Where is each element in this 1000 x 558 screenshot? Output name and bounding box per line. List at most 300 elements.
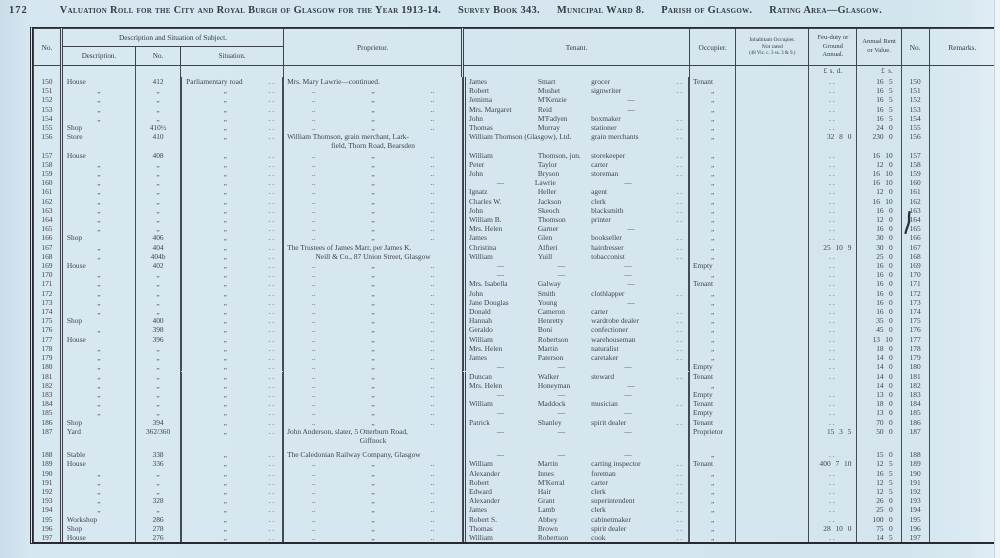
ditto-mark: .. — [311, 380, 316, 390]
cell-proprietor — [284, 243, 463, 252]
cell-situation — [181, 123, 283, 132]
cell-street-no: 400 — [135, 316, 180, 325]
cell-feu-duty: .. — [809, 252, 857, 261]
cell-entry-no-right: 161 — [901, 187, 929, 196]
tenant-forename: — — [496, 426, 505, 436]
cell-situation — [181, 298, 283, 307]
proprietor-line: William Thomson, grain merchant, Lark- — [287, 132, 409, 142]
header-occupier: Occupier. — [690, 29, 736, 66]
ditto-mark: .. — [430, 334, 435, 344]
ditto-mark: „ — [371, 86, 375, 96]
ditto-mark: „ — [371, 399, 375, 409]
ditto-dots: .. — [676, 468, 685, 478]
tenant-surname: Reid — [537, 104, 552, 114]
tenant-surname: Hair — [537, 486, 551, 496]
cell-remarks — [929, 524, 995, 533]
cell-description: „ — [61, 298, 135, 307]
cell-entry-no-right: 171 — [901, 279, 929, 288]
ditto-dots: .. — [268, 514, 277, 524]
table-row — [34, 289, 996, 298]
cell-entry-no: 177 — [34, 335, 62, 344]
cell-entry-no-right: 150 — [901, 77, 929, 86]
cell-annual-rent: 16 0 — [857, 261, 901, 270]
cell-tenant — [463, 95, 689, 104]
cell-situation — [181, 478, 283, 487]
cell-proprietor — [284, 270, 463, 279]
ditto-mark: „ — [371, 215, 375, 225]
cell-tenant — [463, 252, 689, 261]
table-row — [34, 178, 996, 187]
situation-text: „ — [223, 459, 227, 469]
ditto-mark: „ — [371, 104, 375, 114]
cell-remarks — [929, 487, 995, 496]
cell-annual-rent: 16 5 — [857, 86, 901, 95]
ditto-dots: .. — [268, 307, 277, 317]
cell-proprietor — [284, 344, 463, 353]
tenant-surname: Garner — [537, 224, 559, 234]
cell-remarks — [929, 298, 995, 307]
cell-occupier: Tenant — [690, 77, 736, 86]
cell-entry-no: 153 — [34, 105, 62, 114]
cell-situation — [181, 132, 283, 150]
ditto-mark: „ — [371, 159, 375, 169]
cell-entry-no-right: 178 — [901, 344, 929, 353]
cell-occupier: „ — [690, 533, 736, 542]
tenant-surname: Honeyman — [537, 380, 571, 390]
cell-inhabitant-occupier — [736, 418, 809, 427]
cell-entry-no-right: 162 — [901, 197, 929, 206]
cell-annual-rent: 12 0 — [857, 187, 901, 196]
ditto-dots: .. — [676, 159, 685, 169]
cell-entry-no-right: 177 — [901, 335, 929, 344]
ditto-mark: .. — [430, 496, 435, 506]
cell-entry-no-right: 172 — [901, 289, 929, 298]
ditto-mark: „ — [371, 233, 375, 243]
cell-situation — [181, 399, 283, 408]
cell-occupier: „ — [690, 160, 736, 169]
ditto-mark: „ — [371, 496, 375, 506]
cell-situation — [181, 515, 283, 524]
tenant-forename: John — [469, 205, 483, 215]
ditto-dots: .. — [676, 399, 685, 409]
cell-feu-duty: .. — [809, 445, 857, 459]
cell-annual-rent: 14 0 — [857, 353, 901, 362]
ditto-mark: „ — [371, 325, 375, 335]
table-row — [34, 325, 996, 334]
tenant-forename: Alexander — [469, 468, 500, 478]
cell-annual-rent: 35 0 — [857, 316, 901, 325]
cell-remarks — [929, 344, 995, 353]
tenant-occupation: clerk — [591, 505, 606, 515]
cell-inhabitant-occupier — [736, 224, 809, 233]
cell-inhabitant-occupier — [736, 289, 809, 298]
cell-tenant — [463, 86, 689, 95]
ditto-dots: .. — [268, 325, 277, 335]
ditto-dots: .. — [268, 261, 277, 271]
ditto-dots: .. — [676, 242, 685, 252]
cell-occupier: „ — [690, 496, 736, 505]
cell-inhabitant-occupier — [736, 362, 809, 371]
situation-text: „ — [223, 251, 227, 261]
ditto-mark: „ — [371, 343, 375, 353]
cell-occupier: Proprietor — [690, 427, 736, 445]
cell-tenant — [463, 206, 689, 215]
cell-occupier: Empty — [690, 261, 736, 270]
ditto-dots: .. — [676, 251, 685, 261]
tenant-forename: Thomas — [469, 523, 493, 533]
cell-street-no: „ — [135, 381, 180, 390]
cell-annual-rent: 16 0 — [857, 270, 901, 279]
ditto-dots: .. — [268, 251, 277, 261]
cell-street-no: „ — [135, 353, 180, 362]
cell-annual-rent: 70 0 — [857, 418, 901, 427]
ditto-dots: .. — [268, 159, 277, 169]
tenant-surname: Skeoch — [537, 205, 560, 215]
cell-proprietor — [284, 151, 463, 160]
proprietor-ditto — [284, 187, 462, 196]
cell-proprietor — [284, 86, 463, 95]
tenant-occupation: — — [624, 270, 632, 280]
cell-feu-duty: .. — [809, 289, 857, 298]
cell-situation — [181, 224, 283, 233]
cell-remarks — [929, 469, 995, 478]
ditto-mark: „ — [371, 353, 375, 363]
ditto-mark: .. — [311, 417, 316, 427]
situation-text: „ — [223, 334, 227, 344]
cell-description: Shop — [61, 524, 135, 533]
cell-street-no: „ — [135, 215, 180, 224]
tenant-forename: Alexander — [469, 496, 500, 506]
cell-street-no: 410½ — [135, 123, 180, 132]
tenant-surname: — — [557, 261, 566, 271]
header-inhabitant-line3: (48 Vic. c. 3 ss. 3 & 9.) — [749, 50, 796, 56]
cell-occupier: „ — [690, 524, 736, 533]
ditto-mark: .. — [430, 325, 435, 335]
cell-feu-duty: .. — [809, 151, 857, 160]
proprietor-ditto — [284, 105, 462, 114]
ditto-dots: .. — [268, 205, 277, 215]
tenant-forename: William — [469, 399, 493, 409]
cell-occupier: „ — [690, 169, 736, 178]
cell-tenant — [463, 279, 689, 288]
cell-description: „ — [61, 399, 135, 408]
situation-text: „ — [223, 224, 227, 234]
ditto-dots: .. — [676, 132, 685, 142]
cell-feu-duty: .. — [809, 114, 857, 123]
cell-situation — [181, 335, 283, 344]
cell-tenant — [463, 533, 689, 542]
ditto-mark: .. — [430, 371, 435, 381]
cell-entry-no-right: 152 — [901, 95, 929, 104]
cell-street-no: 408 — [135, 151, 180, 160]
cell-remarks — [929, 233, 995, 242]
ditto-mark: „ — [371, 297, 375, 307]
table-row — [34, 427, 996, 445]
ditto-dots: .. — [676, 123, 685, 133]
ditto-mark: .. — [430, 486, 435, 496]
tenant-occupation: grocer — [591, 77, 610, 86]
proprietor-ditto — [284, 279, 462, 288]
cell-entry-no-right: 185 — [901, 408, 929, 417]
cell-annual-rent: 16 5 — [857, 95, 901, 104]
cell-feu-duty: .. — [809, 215, 857, 224]
tenant-forename: James — [469, 77, 488, 86]
cell-description: „ — [61, 215, 135, 224]
ditto-mark: .. — [311, 104, 316, 114]
situation-text: „ — [223, 279, 227, 289]
tenant-forename: — — [496, 178, 505, 188]
cell-tenant — [463, 224, 689, 233]
tenant-occupation: foreman — [591, 468, 616, 478]
cell-feu-duty: .. — [809, 206, 857, 215]
ditto-mark: .. — [430, 468, 435, 478]
tenant-occupation: clothlapper — [591, 288, 625, 298]
tenant-forename: Donald — [469, 307, 491, 317]
ditto-mark: .. — [311, 113, 316, 123]
tenant-forename: — — [496, 450, 505, 460]
cell-situation — [181, 95, 283, 104]
cell-situation — [181, 459, 283, 468]
ditto-dots: .. — [268, 242, 277, 252]
cell-remarks — [929, 279, 995, 288]
cell-entry-no: 155 — [34, 123, 62, 132]
cell-description: „ — [61, 469, 135, 478]
ditto-mark: „ — [371, 417, 375, 427]
cell-tenant — [463, 197, 689, 206]
header-proprietor: Proprietor. — [284, 29, 463, 66]
tenant-occupation: carter — [591, 307, 608, 317]
cell-entry-no-right: 166 — [901, 233, 929, 242]
cell-feu-duty: .. — [809, 279, 857, 288]
cell-street-no: 404b — [135, 252, 180, 261]
cell-situation — [181, 353, 283, 362]
cell-street-no: 276 — [135, 533, 180, 542]
ditto-mark: .. — [430, 297, 435, 307]
cell-description: „ — [61, 372, 135, 381]
ditto-mark: „ — [371, 477, 375, 487]
proprietor-ditto — [284, 459, 462, 468]
tenant-forename: Hannah — [469, 316, 492, 326]
cell-street-no: 398 — [135, 325, 180, 334]
cell-remarks — [929, 270, 995, 279]
ditto-mark: „ — [371, 389, 375, 399]
ditto-dots: .. — [268, 399, 277, 409]
cell-annual-rent: 16 0 — [857, 307, 901, 316]
cell-remarks — [929, 335, 995, 344]
cell-entry-no-right: 179 — [901, 353, 929, 362]
tenant-occupation: musician — [591, 399, 618, 409]
tenant-surname: Mushet — [537, 86, 561, 96]
table-row — [34, 233, 996, 242]
cell-description: „ — [61, 206, 135, 215]
cell-annual-rent: 15 0 — [857, 445, 901, 459]
tenant-occupation: spirit dealer — [591, 417, 627, 427]
cell-remarks — [929, 515, 995, 524]
cell-tenant — [463, 298, 689, 307]
cell-street-no: „ — [135, 105, 180, 114]
table-row — [34, 298, 996, 307]
tenant-forename: — — [496, 389, 505, 399]
cell-proprietor — [284, 459, 463, 468]
cell-entry-no-right: 188 — [901, 445, 929, 459]
rent-currency-label: £ s. — [857, 66, 901, 78]
tenant-forename: William — [469, 150, 493, 160]
cell-description: Shop — [61, 418, 135, 427]
tenant-forename: Mrs. Helen — [469, 343, 503, 353]
proprietor-ditto — [284, 151, 462, 160]
cell-tenant — [463, 524, 689, 533]
cell-occupier: „ — [690, 316, 736, 325]
table-row — [34, 261, 996, 270]
cell-situation — [181, 427, 283, 445]
ditto-mark: .. — [430, 307, 435, 317]
tenant-surname: Heller — [537, 187, 557, 197]
cell-street-no: 410 — [135, 132, 180, 150]
ditto-dots: .. — [268, 417, 277, 427]
cell-tenant — [463, 399, 689, 408]
cell-entry-no: 165 — [34, 224, 62, 233]
ditto-dots: .. — [676, 233, 685, 243]
cell-inhabitant-occupier — [736, 169, 809, 178]
cell-entry-no: 188 — [34, 445, 62, 459]
ditto-dots: .. — [268, 224, 277, 234]
tenant-occupation: confectioner — [591, 325, 629, 335]
ditto-mark: „ — [371, 532, 375, 542]
tenant-forename: Jane Douglas — [469, 297, 509, 307]
header-tenant: Tenant. — [463, 29, 690, 66]
cell-street-no: 336 — [135, 459, 180, 468]
table-row — [34, 469, 996, 478]
cell-annual-rent: 13 10 — [857, 335, 901, 344]
tenant-forename: — — [496, 270, 505, 280]
cell-annual-rent: 16 10 — [857, 178, 901, 187]
tenant-forename: Thomas — [469, 123, 493, 133]
cell-entry-no: 170 — [34, 270, 62, 279]
cell-street-no: „ — [135, 307, 180, 316]
tenant-occupation: grain merchants — [591, 132, 639, 142]
tenant-forename: William — [469, 532, 493, 542]
cell-street-no: „ — [135, 399, 180, 408]
ditto-dots: .. — [268, 169, 277, 179]
cell-entry-no-right: 175 — [901, 316, 929, 325]
cell-occupier: „ — [690, 197, 736, 206]
cell-remarks — [929, 178, 995, 187]
cell-proprietor — [284, 505, 463, 514]
situation-text: „ — [223, 408, 227, 418]
cell-tenant — [463, 77, 689, 86]
proprietor-ditto — [284, 270, 462, 279]
cell-annual-rent: 12 5 — [857, 487, 901, 496]
cell-inhabitant-occupier — [736, 325, 809, 334]
ditto-mark: .. — [430, 316, 435, 326]
cell-annual-rent: 14 5 — [857, 533, 901, 542]
cell-tenant — [463, 215, 689, 224]
cell-entry-no: 159 — [34, 169, 62, 178]
proprietor-ditto — [284, 418, 462, 427]
cell-remarks — [929, 114, 995, 123]
cell-occupier: Tenant — [690, 279, 736, 288]
ditto-mark: .. — [430, 408, 435, 418]
cell-proprietor — [284, 372, 463, 381]
tenant-surname: Bryson — [537, 169, 560, 179]
cell-tenant — [463, 505, 689, 514]
cell-situation — [181, 279, 283, 288]
cell-annual-rent: 16 0 — [857, 279, 901, 288]
tenant-occupation: superintendent — [591, 496, 635, 506]
cell-description: „ — [61, 362, 135, 371]
tenant-surname: Robertson — [537, 334, 569, 344]
proprietor-line: The Trustees of James Marr, per James K. — [287, 242, 412, 252]
situation-text: „ — [223, 468, 227, 478]
proprietor-ditto — [284, 505, 462, 514]
cell-feu-duty: .. — [809, 325, 857, 334]
tenant-forename: William — [469, 334, 493, 344]
cell-entry-no-right: 197 — [901, 533, 929, 542]
ditto-mark: „ — [371, 459, 375, 469]
cell-entry-no-right: 187 — [901, 427, 929, 445]
tenant-surname: Thomson, jun. — [537, 150, 581, 160]
table-row — [34, 408, 996, 417]
cell-tenant — [463, 123, 689, 132]
situation-text: „ — [223, 325, 227, 335]
cell-annual-rent: 14 0 — [857, 362, 901, 371]
tenant-forename: James — [469, 353, 488, 363]
cell-description: „ — [61, 86, 135, 95]
table-row — [34, 224, 996, 233]
tenant-occupation: cabinetmaker — [591, 514, 631, 524]
cell-proprietor — [284, 399, 463, 408]
page-title-ward: Municipal Ward 8. — [556, 5, 645, 16]
tenant-occupation: — — [624, 178, 632, 188]
cell-situation — [181, 261, 283, 270]
cell-feu-duty: .. — [809, 224, 857, 233]
cell-street-no: „ — [135, 469, 180, 478]
cell-entry-no: 150 — [34, 77, 62, 86]
ditto-mark: „ — [371, 371, 375, 381]
situation-text: Parliamentary road — [186, 77, 243, 86]
cell-entry-no: 190 — [34, 469, 62, 478]
cell-situation — [181, 169, 283, 178]
cell-proprietor — [284, 279, 463, 288]
cell-inhabitant-occupier — [736, 335, 809, 344]
cell-entry-no-right: 182 — [901, 381, 929, 390]
cell-entry-no-right: 167 — [901, 243, 929, 252]
proprietor-ditto — [284, 169, 462, 178]
cell-occupier: „ — [690, 478, 736, 487]
proprietor-ditto — [284, 533, 462, 542]
cell-tenant — [463, 487, 689, 496]
cell-street-no: „ — [135, 114, 180, 123]
cell-situation — [181, 316, 283, 325]
cell-annual-rent: 12 0 — [857, 160, 901, 169]
cell-proprietor — [284, 114, 463, 123]
cell-entry-no: 151 — [34, 86, 62, 95]
cell-remarks — [929, 445, 995, 459]
tenant-surname: Thomson — [537, 215, 566, 225]
cell-occupier: „ — [690, 151, 736, 160]
ditto-mark: .. — [311, 514, 316, 524]
cell-inhabitant-occupier — [736, 86, 809, 95]
ditto-mark: „ — [371, 362, 375, 372]
tenant-surname — [538, 132, 591, 150]
ditto-dots: .. — [676, 205, 685, 215]
proprietor-ditto — [284, 233, 462, 242]
table-row — [34, 505, 996, 514]
cell-entry-no: 192 — [34, 487, 62, 496]
table-row — [34, 459, 996, 468]
ditto-mark: „ — [371, 224, 375, 234]
cell-entry-no: 186 — [34, 418, 62, 427]
